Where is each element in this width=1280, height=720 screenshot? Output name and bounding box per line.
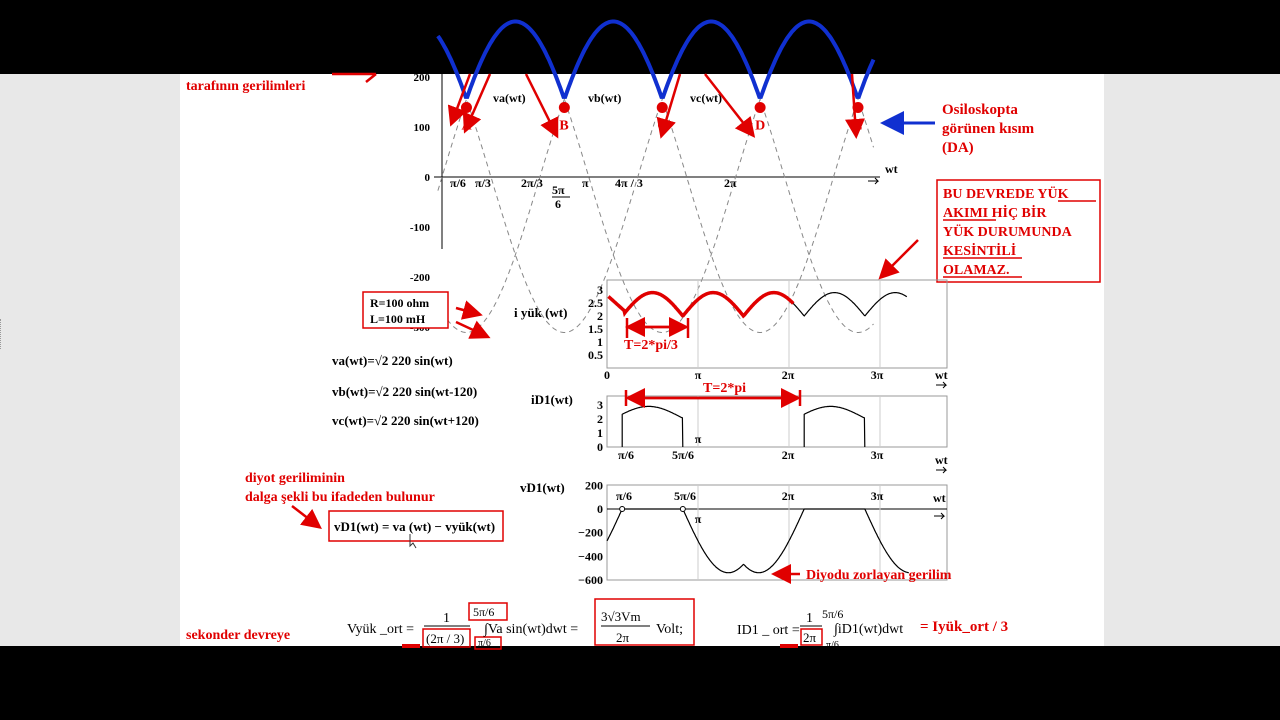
svg-text:BU DEVREDE YÜK: BU DEVREDE YÜK [943, 187, 1069, 202]
period-load: T=2*pi/3 [624, 338, 678, 353]
svg-text:diyot geriliminin: diyot geriliminin [245, 471, 345, 486]
c2-xlabel: wt [935, 368, 948, 382]
c2-ytick-label: 1.5 [588, 322, 603, 336]
point-label: A [461, 118, 472, 134]
vd1-formula-box [329, 511, 503, 541]
c1-xtick-label: 2π/3 [521, 176, 543, 190]
svg-text:YÜK DURUMUNDA: YÜK DURUMUNDA [943, 225, 1072, 240]
c1-xlabel: wt [885, 162, 898, 176]
c2-xtick-label: 2π [781, 368, 795, 382]
series-label: vc(wt) [690, 91, 722, 105]
period-diode: T=2*pi [703, 381, 746, 396]
diode-current-chart [531, 381, 948, 473]
commutation-point [755, 102, 766, 113]
phase-voltage-chart [410, 0, 898, 334]
eq-vc: vc(wt)=√2 220 sin(wt+120) [332, 413, 479, 428]
svg-text:5π/6: 5π/6 [473, 605, 495, 619]
c3-xlabel: wt [935, 453, 948, 467]
c4-ytick-label: 0 [597, 502, 603, 516]
c3-xtick-label: 2π [781, 448, 795, 462]
commutation-point [461, 102, 472, 113]
point-label: E [853, 118, 863, 134]
svg-text:π/6: π/6 [826, 640, 839, 651]
diode-avg-current-formula [737, 607, 1008, 651]
c1-xtick-label: 4π / 3 [615, 176, 643, 190]
diode-note-arrow [292, 506, 318, 526]
c3-xtick-label: 3π [870, 448, 884, 462]
c2-xtick-label: π [694, 368, 702, 382]
svg-text:1: 1 [443, 611, 450, 626]
c4-xlabel: wt [933, 491, 946, 505]
series-label: va(wt) [493, 91, 526, 105]
point-label: C [657, 118, 668, 134]
stress-note: Diyodu zorlayan gerilim [806, 568, 952, 583]
load-current-chart [514, 280, 948, 388]
c3-ylabel: iD1(wt) [531, 392, 573, 407]
c2-ylabel: i yük (wt) [514, 305, 568, 320]
c4-ytick-label: 200 [585, 478, 603, 493]
svg-text:görünen kısım: görünen kısım [942, 121, 1035, 137]
c1-xtick-label: π/6 [450, 176, 466, 190]
eq-vb: vb(wt)=√2 220 sin(wt-120) [332, 384, 478, 399]
c3-ytick-label: 1 [597, 426, 603, 440]
c2-axis-arrow-icon [936, 382, 946, 388]
commutation-point [657, 102, 668, 113]
eq-va: va(wt)=√2 220 sin(wt) [332, 353, 453, 368]
svg-text:vD1(wt) = va (wt) − vyük(wt): vD1(wt) = va (wt) − vyük(wt) [334, 519, 496, 534]
c1-ytick-label: 0 [424, 172, 430, 184]
svg-text:R=100 ohm: R=100 ohm [370, 296, 430, 310]
svg-text:= Iyük_ort / 3: = Iyük_ort / 3 [920, 619, 1009, 635]
warn-arrow [882, 240, 918, 276]
c1-ytick-label: 100 [413, 122, 430, 134]
c4-ytick-label: −200 [578, 525, 603, 540]
c1-ytick-label: 200 [413, 72, 430, 84]
point-label: D [755, 118, 766, 134]
c2-ytick-label: 0.5 [588, 348, 603, 362]
avg-voltage-formula [347, 599, 694, 649]
svg-text:L=100 mH: L=100 mH [370, 312, 426, 326]
c2-ytick-label: 2 [597, 309, 603, 323]
c2-ytick-label: 3 [597, 283, 603, 297]
svg-text:(2π / 3): (2π / 3) [426, 631, 465, 646]
c4-xtick-label: 3π [870, 489, 884, 503]
svg-text:∫Va sin(wt)dwt =: ∫Va sin(wt)dwt = [484, 622, 579, 637]
svg-text:3√3Vm: 3√3Vm [601, 609, 641, 624]
point-label: B [559, 118, 569, 134]
c4-xtick-label: 2π [781, 489, 795, 503]
svg-text:5π/6: 5π/6 [822, 607, 844, 621]
c1-xtick-label: π/3 [475, 176, 491, 190]
c1-ytick-label: 300 [413, 22, 430, 34]
c1-ytick-label: -100 [409, 222, 430, 234]
svg-text:π/6: π/6 [478, 638, 491, 649]
commutation-point [559, 102, 570, 113]
osc-note [942, 102, 1035, 156]
svg-text:AKIMI HİÇ BİR: AKIMI HİÇ BİR [943, 206, 1047, 221]
c2-xtick-label: 3π [870, 368, 884, 382]
svg-text:Osiloskopta: Osiloskopta [942, 102, 1018, 118]
svg-text:2π: 2π [616, 630, 630, 645]
viewer-area [0, 22, 1280, 651]
series-label: vb(wt) [588, 91, 622, 105]
diode-note [245, 471, 435, 505]
c4-ytick-label: −400 [578, 549, 603, 564]
svg-text:OLAMAZ.: OLAMAZ. [943, 263, 1010, 278]
c3-ytick-label: 3 [597, 398, 603, 412]
c1-axis-arrow-icon [868, 178, 878, 184]
c4-axis-arrow-icon [934, 513, 944, 519]
rectified-envelope [438, 22, 874, 97]
c3-xtick-label: 5π/6 [672, 448, 694, 462]
svg-text:1: 1 [806, 611, 813, 626]
svg-text:Volt;: Volt; [656, 622, 683, 637]
phase-equations [332, 353, 479, 428]
svg-text:KESİNTİLİ: KESİNTİLİ [943, 244, 1017, 259]
slide-canvas [0, 22, 1280, 651]
c1-xtick-label: 5π [552, 183, 565, 197]
c1-xtick-label: 2π [724, 176, 737, 190]
svg-text:(DA): (DA) [942, 140, 974, 156]
c3-xtick-label: π/6 [618, 448, 634, 462]
rl-box [363, 292, 448, 328]
c2-ytick-label: 1 [597, 335, 603, 349]
c4-xtick-label: 5π/6 [674, 489, 696, 503]
svg-text:2π: 2π [803, 630, 817, 645]
c3-ytick-label: 2 [597, 412, 603, 426]
c2-xtick-label: 0 [604, 368, 610, 382]
secondary-note: sekonder devreye [186, 628, 291, 643]
warning-box [937, 180, 1100, 282]
c1-xtick-label: 6 [555, 197, 561, 211]
c1-xtick-label: π [582, 176, 589, 190]
c4-ylabel: vD1(wt) [520, 480, 565, 495]
svg-text:∫iD1(wt)dwt: ∫iD1(wt)dwt [834, 622, 904, 637]
svg-text:Vyük _ort =: Vyük _ort = [347, 622, 415, 637]
c4-ytick-label: −600 [578, 572, 603, 587]
c1-ytick-label: -200 [409, 272, 430, 284]
svg-text:ID1 _ ort =: ID1 _ ort = [737, 623, 800, 638]
c4-xtick-label: π [694, 512, 702, 526]
c3-xtick-label: π [694, 432, 702, 446]
c2-ytick-label: 2.5 [588, 296, 603, 310]
c4-xtick-label: π/6 [616, 489, 632, 503]
svg-text:dalga şekli bu ifadeden bulunu: dalga şekli bu ifadeden bulunur [245, 490, 435, 505]
top-left-note: tarafının gerilimleri [186, 79, 306, 94]
c3-ytick-label: 0 [597, 440, 603, 454]
c3-axis-arrow-icon [936, 467, 946, 473]
